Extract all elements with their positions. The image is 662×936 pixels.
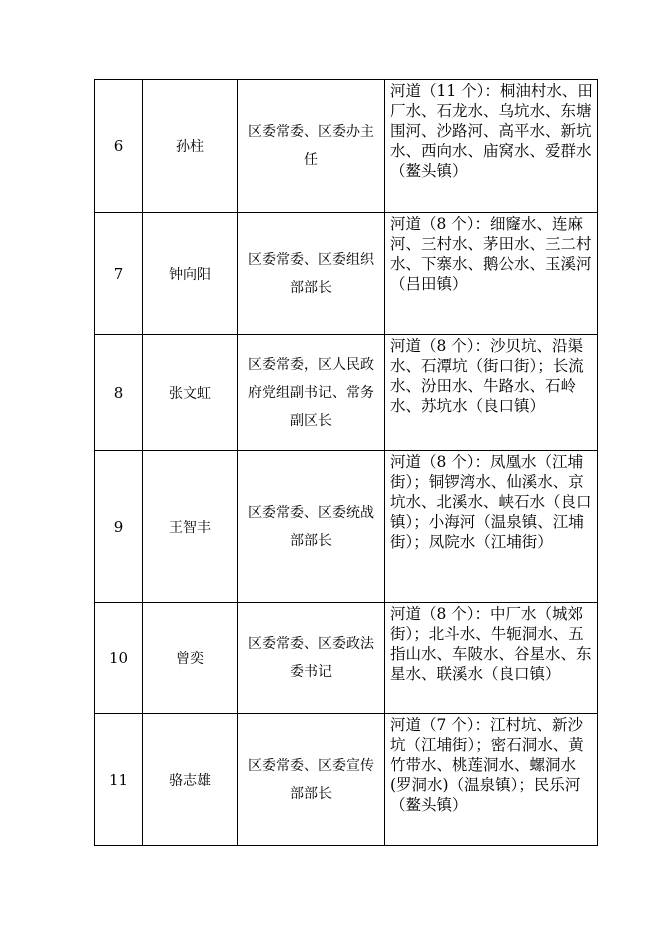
person-name: 王智丰 xyxy=(143,451,238,603)
assigned-rivers: 河道（8 个）：凤凰水（江埔街）；铜锣湾水、仙溪水、京坑水、北溪水、峡石水（良口镇）；小海河（温泉镇、江埔街）；凤院水（江埔街） xyxy=(385,451,598,603)
row-number: 7 xyxy=(95,213,143,335)
assigned-rivers: 河道（8 个）：中厂水（城郊街）；北斗水、牛轭洞水、五指山水、车陂水、谷星水、东星水、联溪水（良口镇） xyxy=(385,603,598,714)
assigned-rivers: 河道（7 个）：江村坑、新沙坑（江埔街）；密石洞水、黄竹带水、桃莲洞水、螺洞水(罗洞水)（温泉镇）；民乐河（鳌头镇） xyxy=(385,714,598,846)
table-row xyxy=(95,335,598,451)
assigned-rivers: 河道（8 个）：细窿水、连麻河、三村水、茅田水、三二村水、下寨水、鹅公水、玉溪河（吕田镇） xyxy=(385,213,598,335)
person-name: 钟向阳 xyxy=(143,213,238,335)
river-chief-table xyxy=(94,79,598,846)
person-name: 曾奕 xyxy=(143,603,238,714)
person-position: 区委常委，区人民政府党组副书记、常务副区长 xyxy=(238,335,385,451)
person-position: 区委常委、区委办主任 xyxy=(238,80,385,213)
assigned-rivers: 河道（8 个）：沙贝坑、沿渠水、石潭坑（街口街）；长流水、汾田水、牛路水、石岭水、苏坑水（良口镇） xyxy=(385,335,598,451)
row-number: 6 xyxy=(95,80,143,213)
person-position: 区委常委、区委宣传部部长 xyxy=(238,714,385,846)
person-position: 区委常委、区委统战部部长 xyxy=(238,451,385,603)
row-number: 10 xyxy=(95,603,143,714)
table-row xyxy=(95,451,598,603)
assigned-rivers: 河道（11 个）：桐油村水、田厂水、石龙水、乌坑水、东塘围河、沙路河、高平水、新坑水、西向水、庙窝水、爱群水（鳌头镇） xyxy=(385,80,598,213)
table-row xyxy=(95,714,598,846)
person-position: 区委常委、区委政法委书记 xyxy=(238,603,385,714)
table-row xyxy=(95,603,598,714)
table-row xyxy=(95,213,598,335)
table-row xyxy=(95,80,598,213)
person-name: 骆志雄 xyxy=(143,714,238,846)
person-name: 孙柱 xyxy=(143,80,238,213)
row-number: 11 xyxy=(95,714,143,846)
person-position: 区委常委、区委组织部部长 xyxy=(238,213,385,335)
row-number: 9 xyxy=(95,451,143,603)
row-number: 8 xyxy=(95,335,143,451)
person-name: 张文虹 xyxy=(143,335,238,451)
